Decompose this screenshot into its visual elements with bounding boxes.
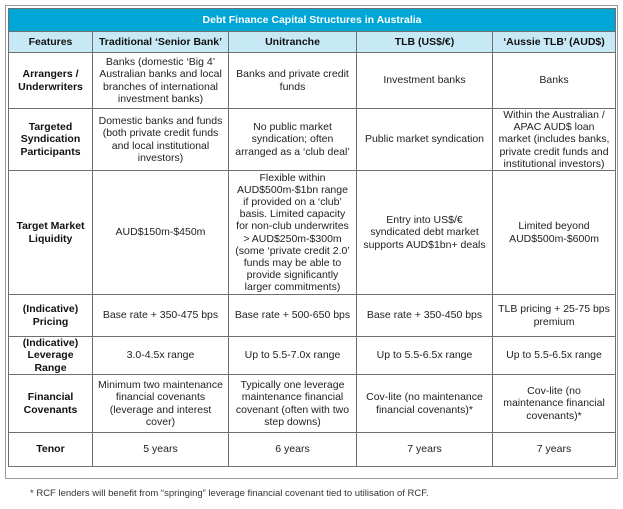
table-cell: Minimum two maintenance financial covenants (leverage and interest cover)	[93, 375, 229, 433]
table-cell: AUD$150m-$450m	[93, 171, 229, 295]
table-cell: Within the Australian / APAC AUD$ loan market (includes banks, private credit funds and institutional investors)	[493, 109, 616, 171]
capital-structures-table	[8, 8, 616, 467]
table-cell: Base rate + 350-475 bps	[93, 295, 229, 337]
row-label-liquidity: Target Market Liquidity	[9, 171, 93, 295]
table-cell: 3.0-4.5x range	[93, 337, 229, 375]
table-row	[9, 171, 616, 295]
table-cell: 6 years	[229, 433, 357, 467]
table-cell: Typically one leverage maintenance financial covenant (often with two step downs)	[229, 375, 357, 433]
table-cell: TLB pricing + 25-75 bps premium	[493, 295, 616, 337]
table-row	[9, 375, 616, 433]
table-cell: Domestic banks and funds (both private credit funds and local institutional investors)	[93, 109, 229, 171]
table-cell: Banks and private credit funds	[229, 53, 357, 109]
table-cell: Banks (domestic ‘Big 4’ Australian banks and local branches of international investment banks)	[93, 53, 229, 109]
header-features: Features	[9, 32, 93, 53]
table-cell: Flexible within AUD$500m-$1bn range if provided on a ‘club’ basis. Limited capacity for non-club underwrites > AUD$250m-$300m (some ‘private credit 2.0’ funds may be able to provide significantly larger commitments)	[229, 171, 357, 295]
table-cell: Up to 5.5-7.0x range	[229, 337, 357, 375]
header-aussie-tlb: ‘Aussie TLB’ (AUD$)	[493, 32, 616, 53]
row-label-tenor: Tenor	[9, 433, 93, 467]
row-label-leverage: (Indicative) Leverage Range	[9, 337, 93, 375]
table-row	[9, 337, 616, 375]
table-cell: No public market syndication; often arranged as a ‘club deal’	[229, 109, 357, 171]
table-cell: 5 years	[93, 433, 229, 467]
table-cell: Cov-lite (no maintenance financial covenants)*	[357, 375, 493, 433]
table-cell: 7 years	[357, 433, 493, 467]
table-cell: Base rate + 500-650 bps	[229, 295, 357, 337]
table-cell: Public market syndication	[357, 109, 493, 171]
table-cell: Investment banks	[357, 53, 493, 109]
row-label-covenants: Financial Covenants	[9, 375, 93, 433]
header-traditional-senior-bank: Traditional ‘Senior Bank’	[93, 32, 229, 53]
table-cell: Cov-lite (no maintenance financial covenants)*	[493, 375, 616, 433]
row-label-arrangers: Arrangers / Underwriters	[9, 53, 93, 109]
table-row	[9, 109, 616, 171]
table-row	[9, 53, 616, 109]
table-row	[9, 433, 616, 467]
header-tlb-usd-eur: TLB (US$/€)	[357, 32, 493, 53]
footnote: * RCF lenders will benefit from “springing” leverage financial covenant tied to utilisation of RCF.	[30, 488, 429, 499]
table-title: Debt Finance Capital Structures in Australia	[9, 9, 616, 32]
table-cell: Banks	[493, 53, 616, 109]
row-label-pricing: (Indicative) Pricing	[9, 295, 93, 337]
table-row	[9, 295, 616, 337]
header-unitranche: Unitranche	[229, 32, 357, 53]
row-label-syndication: Targeted Syndication Participants	[9, 109, 93, 171]
table-cell: Base rate + 350-450 bps	[357, 295, 493, 337]
table-cell: Limited beyond AUD$500m-$600m	[493, 171, 616, 295]
table-cell: 7 years	[493, 433, 616, 467]
table-cell: Entry into US$/€ syndicated debt market supports AUD$1bn+ deals	[357, 171, 493, 295]
table-cell: Up to 5.5-6.5x range	[357, 337, 493, 375]
table-cell: Up to 5.5-6.5x range	[493, 337, 616, 375]
